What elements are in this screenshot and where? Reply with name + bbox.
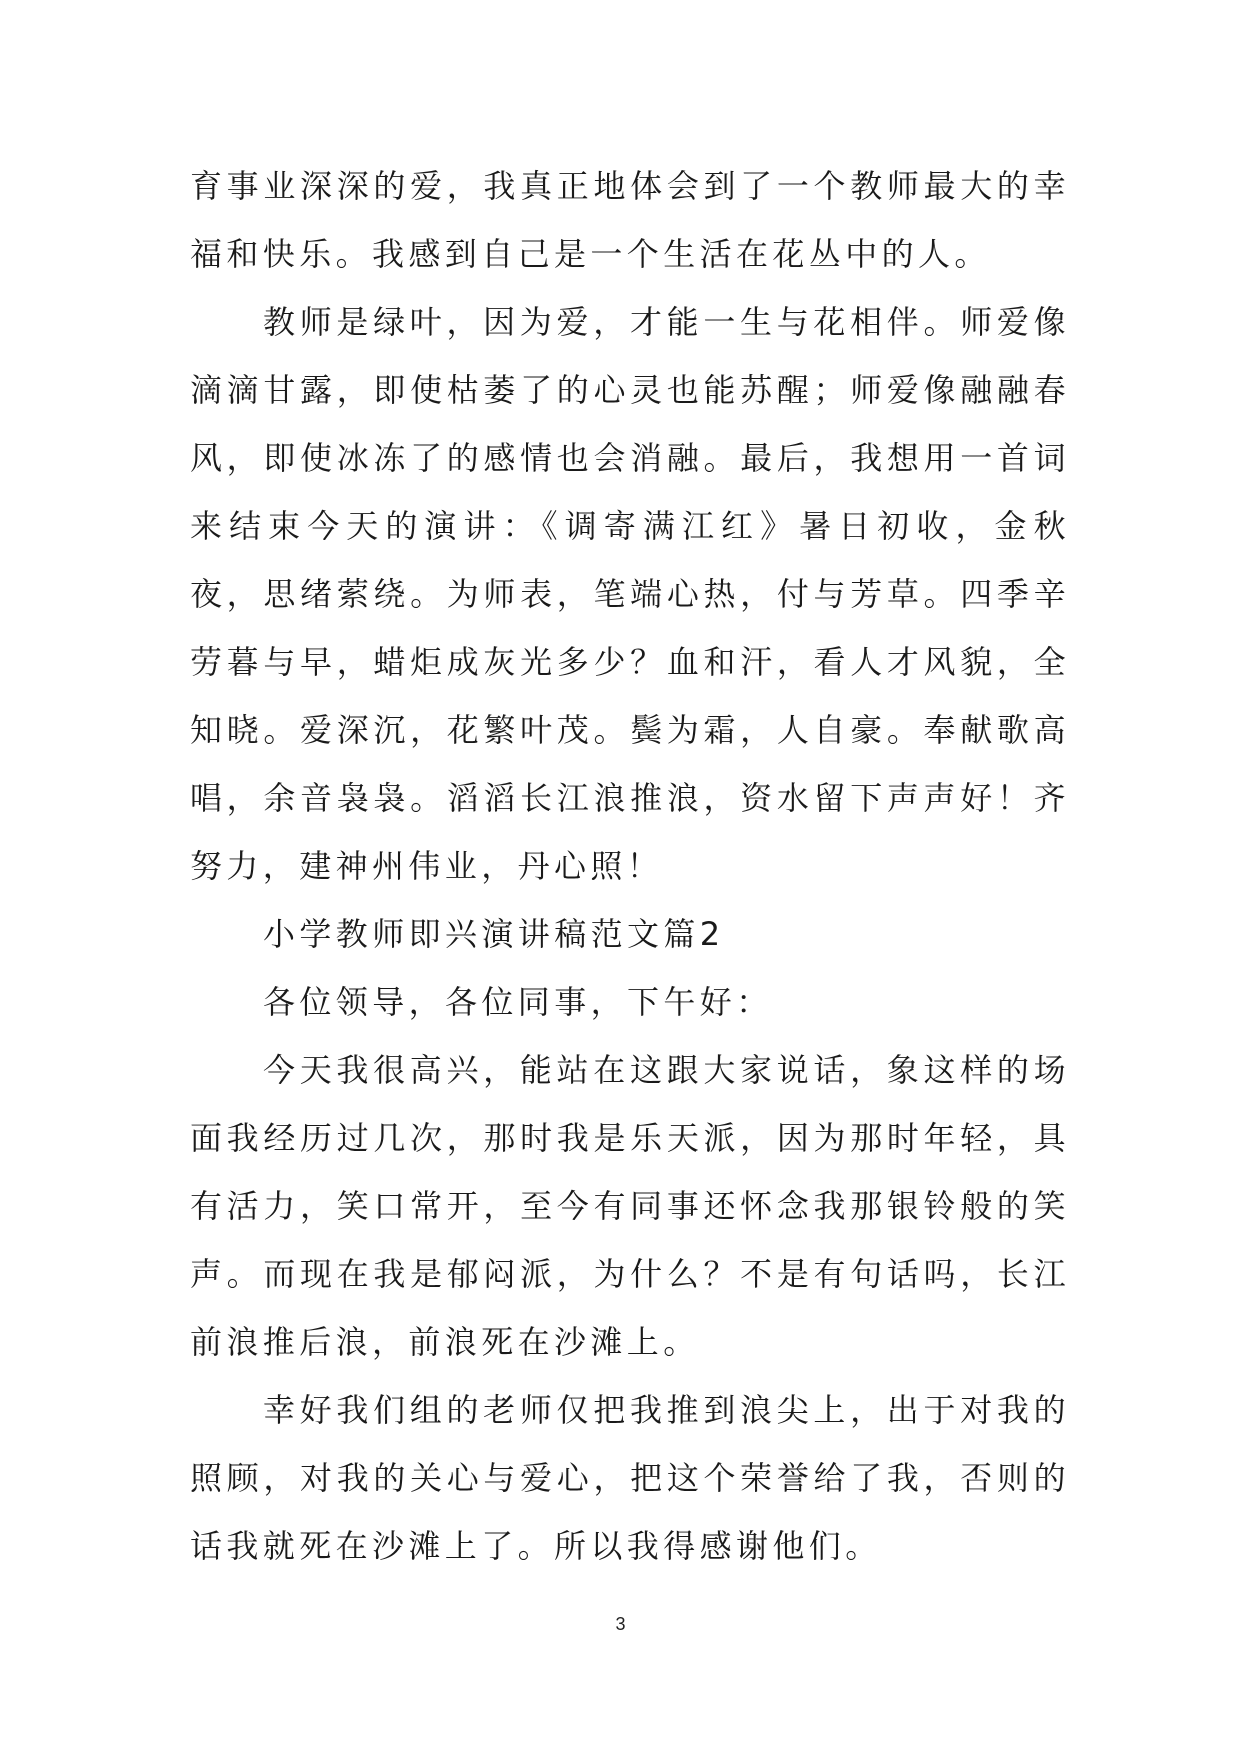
page-number: 3 xyxy=(615,1614,626,1634)
section-heading: 小学教师即兴演讲稿范文篇2 xyxy=(263,915,725,953)
paragraph-continuation: 育事业深深的爱，我真正地体会到了一个教师最大的幸福和快乐。我感到自己是一个生活在花丛中的人。 xyxy=(190,167,1070,273)
paragraph-greeting: 各位领导，各位同事，下午好： xyxy=(263,983,773,1021)
paragraph-speech-1: 今天我很高兴，能站在这跟大家说话，象这样的场面我经历过几次，那时我是乐天派，因为那时年轻，具有活力，笑口常开，至今有同事还怀念我那银铃般的笑声。而现在我是郁闷派，为什么？不是有句话吗，长江前浪推后浪，前浪死在沙滩上。 xyxy=(190,1051,1070,1361)
paragraph-poem: 教师是绿叶，因为爱，才能一生与花相伴。师爱像滴滴甘露，即使枯萎了的心灵也能苏醒；师爱像融融春风，即使冰冻了的感情也会消融。最后，我想用一首词来结束今天的演讲：《调寄满江红》暑日初收，金秋夜，思绪萦绕。为师表，笔端心热，付与芳草。四季辛劳暮与早，蜡炬成灰光多少？血和汗，看人才风貌，全知晓。爱深沉，花繁叶茂。鬓为霜，人自豪。奉献歌高唱，余音袅袅。滔滔长江浪推浪，资水留下声声好！齐努力，建神州伟业，丹心照！ xyxy=(190,303,1070,885)
document-body xyxy=(190,152,1070,1580)
paragraph-speech-2: 幸好我们组的老师仅把我推到浪尖上，出于对我的照顾，对我的关心与爱心，把这个荣誉给了我，否则的话我就死在沙滩上了。所以我得感谢他们。 xyxy=(190,1391,1070,1565)
